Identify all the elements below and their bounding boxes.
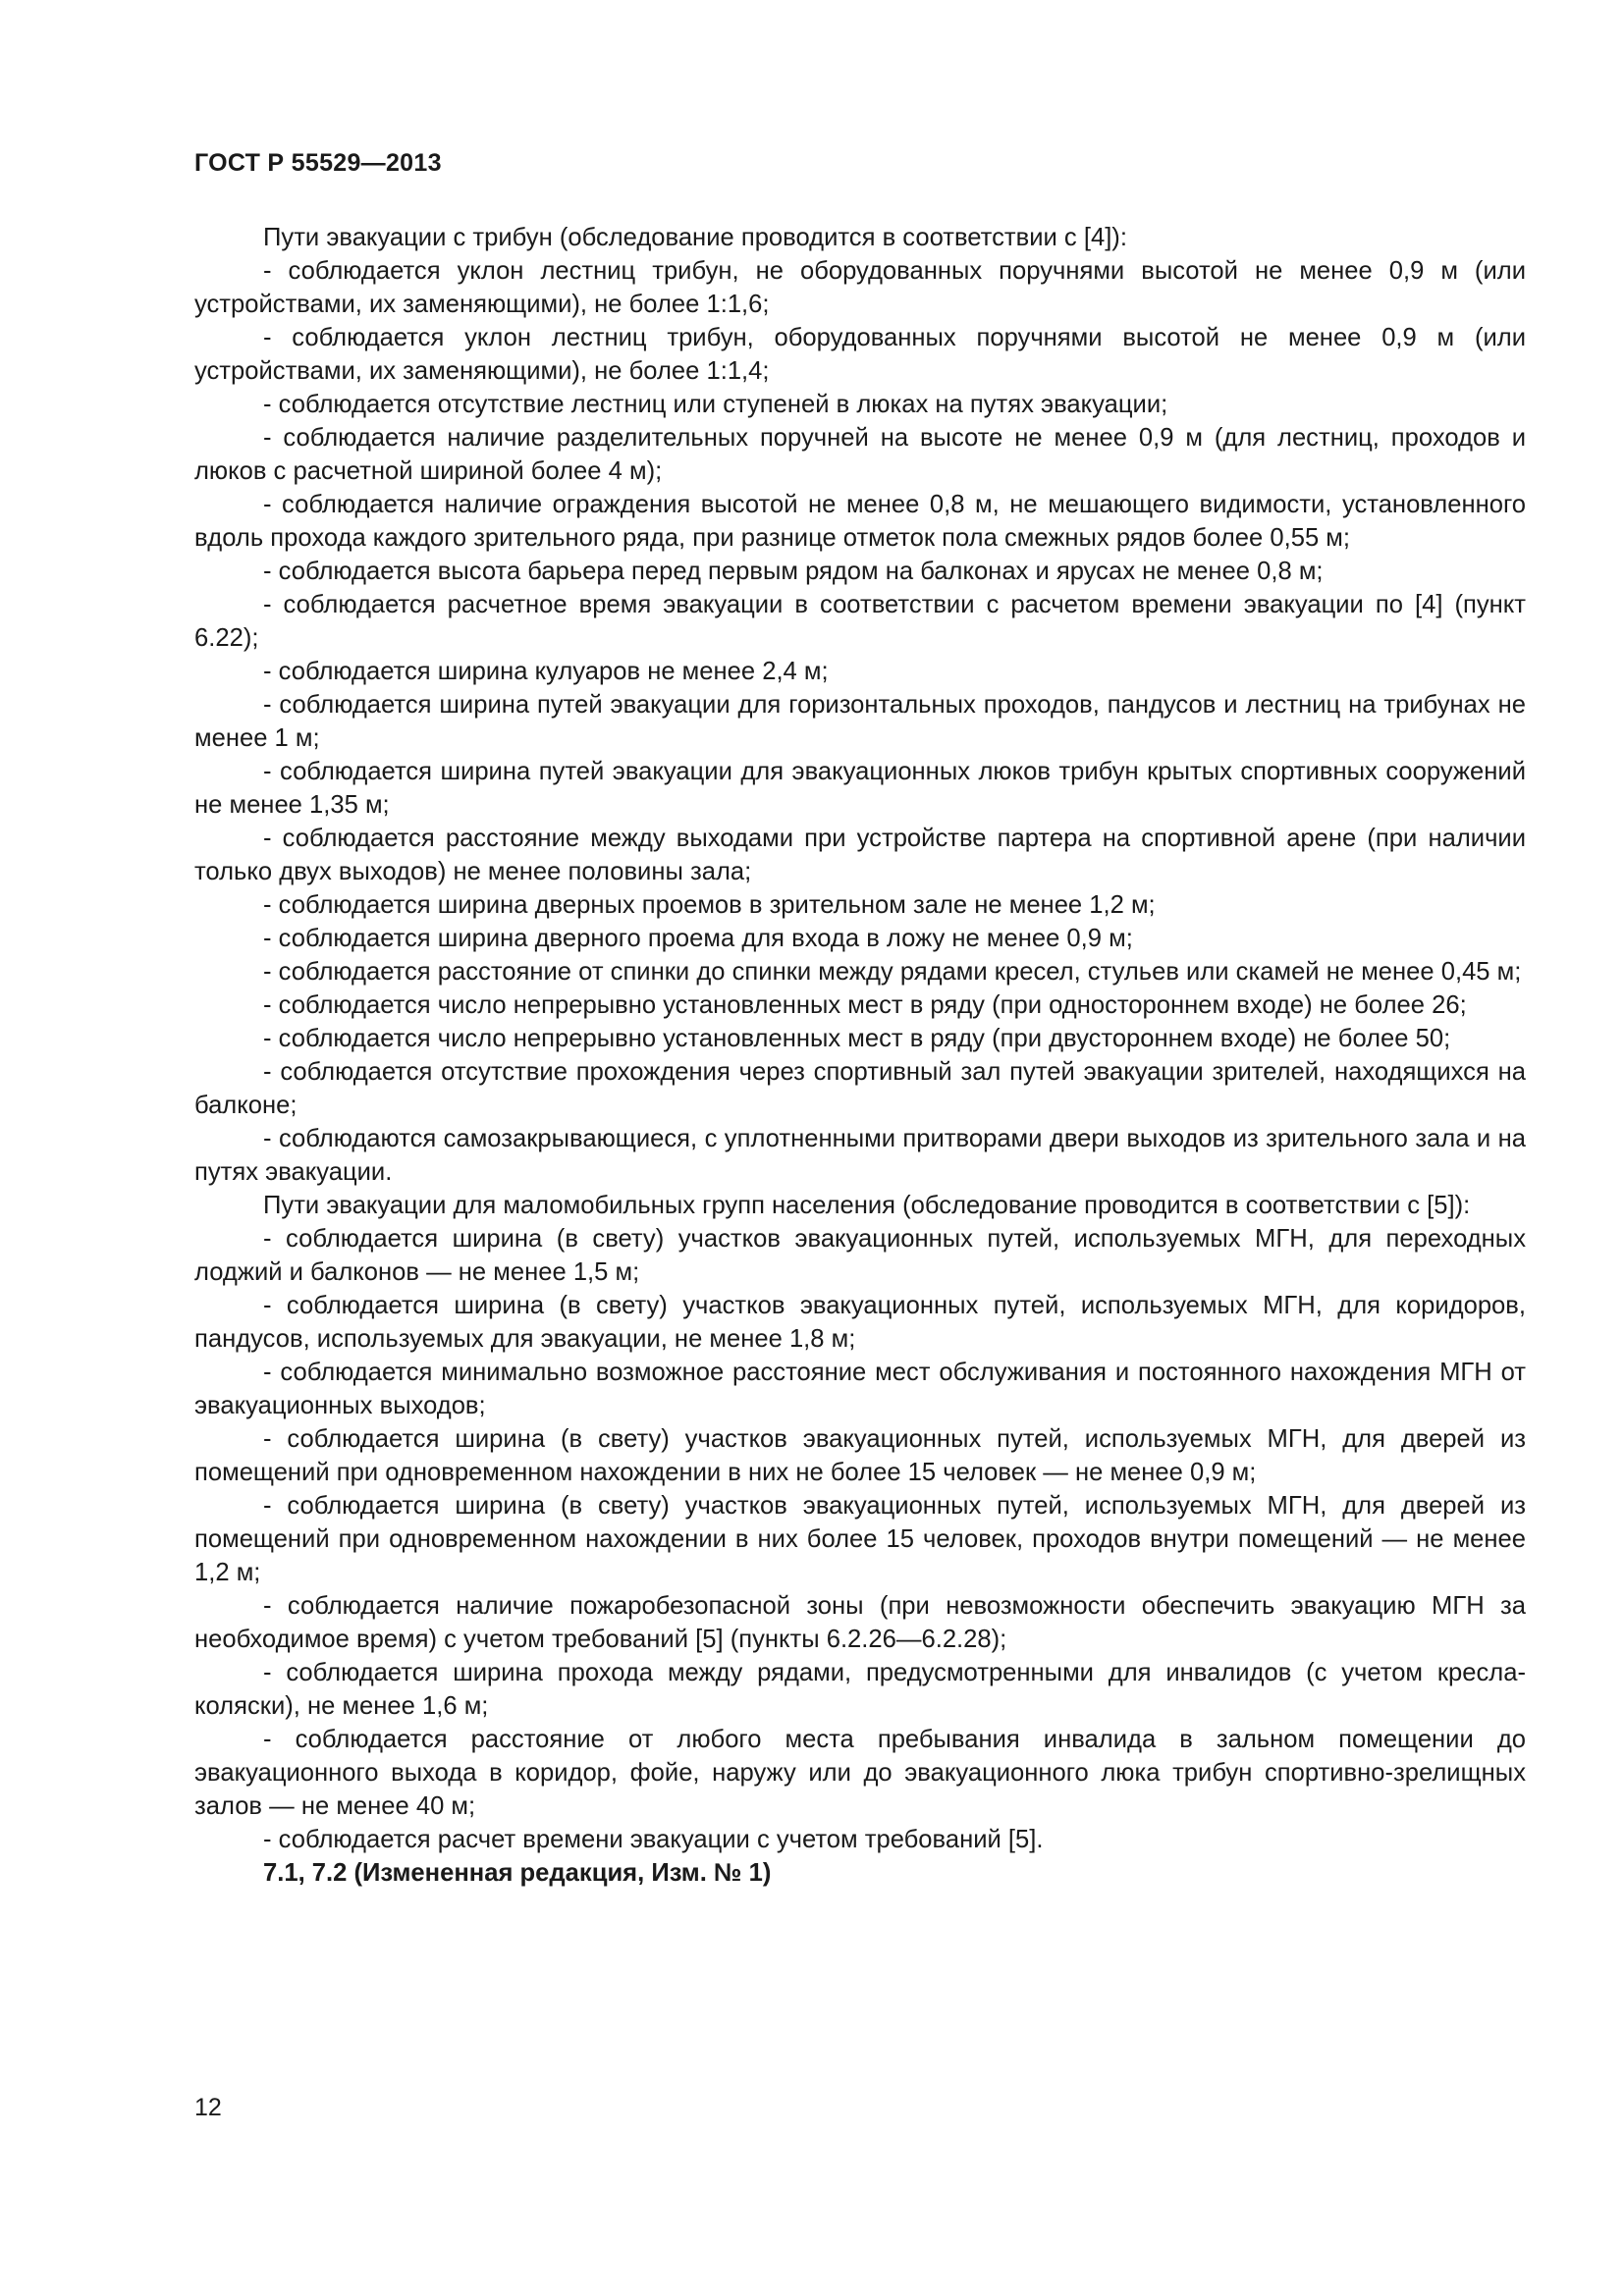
document-paragraph: - соблюдается ширина путей эвакуации для эвакуационных люков трибун крытых спортивных сооружений не менее 1,35 м;	[194, 758, 1526, 819]
document-paragraph: - соблюдается уклон лестниц трибун, оборудованных поручнями высотой не менее 0,9 м (или устройствами, их заменяющими), не более 1:1,4;	[194, 324, 1526, 385]
document-code-header: ГОСТ Р 55529—2013	[194, 149, 442, 177]
document-paragraph: - соблюдается наличие пожаробезопасной зоны (при невозможности обеспечить эвакуацию МГН за необходимое время) с учетом требований [5] (пункты 6.2.26—6.2.28);	[194, 1592, 1526, 1653]
document-paragraph: - соблюдается ширина путей эвакуации для горизонтальных проходов, пандусов и лестниц на трибунах не менее 1 м;	[194, 691, 1526, 752]
document-paragraph: Пути эвакуации для маломобильных групп населения (обследование проводится в соответствии с [5]):	[263, 1192, 1471, 1219]
document-paragraph: - соблюдается ширина прохода между рядами, предусмотренными для инвалидов (с учетом кресла-коляски), не менее 1,6 м;	[194, 1659, 1526, 1720]
document-paragraph: - соблюдается высота барьера перед первым рядом на балконах и ярусах не менее 0,8 м;	[263, 558, 1324, 585]
document-paragraph: - соблюдается число непрерывно установленных мест в ряду (при одностороннем входе) не более 26;	[263, 991, 1467, 1019]
document-paragraph: - соблюдается ширина (в свету) участков эвакуационных путей, используемых МГН, для переходных лоджий и балконов — не менее 1,5 м;	[194, 1225, 1526, 1286]
document-paragraph: - соблюдаются самозакрывающиеся, с уплотненными притворами двери выходов из зрительного зала и на путях эвакуации.	[194, 1125, 1526, 1186]
document-paragraph: - соблюдается минимально возможное расстояние мест обслуживания и постоянного нахождения МГН от эвакуационных выходов;	[194, 1359, 1526, 1419]
document-paragraph: - соблюдается число непрерывно установленных мест в ряду (при двустороннем входе) не более 50;	[263, 1025, 1451, 1052]
document-paragraph: - соблюдается расстояние от спинки до спинки между рядами кресел, стульев или скамей не менее 0,45 м;	[263, 958, 1522, 986]
document-paragraph: - соблюдается ширина дверных проемов в зрительном зале не менее 1,2 м;	[263, 891, 1156, 919]
document-paragraph: Пути эвакуации с трибун (обследование проводится в соответствии с [4]):	[263, 224, 1127, 251]
document-paragraph: - соблюдается расчетное время эвакуации в соответствии с расчетом времени эвакуации по [4] (пункт 6.22);	[194, 591, 1526, 652]
document-paragraph: - соблюдается ширина (в свету) участков эвакуационных путей, используемых МГН, для дверей из помещений при одновременном нахождении в них не более 15 человек — не менее 0,9 м;	[194, 1425, 1526, 1486]
document-paragraph: - соблюдается уклон лестниц трибун, не оборудованных поручнями высотой не менее 0,9 м (или устройствами, их заменяющими), не более 1:1,6;	[194, 257, 1526, 318]
document-paragraph: - соблюдается расчет времени эвакуации с учетом требований [5].	[263, 1826, 1044, 1853]
amendment-note: 7.1, 7.2 (Измененная редакция, Изм. № 1)	[263, 1859, 772, 1887]
document-paragraph: - соблюдается наличие разделительных поручней на высоте не менее 0,9 м (для лестниц, проходов и люков с расчетной шириной более 4 м);	[194, 424, 1526, 485]
document-paragraph: - соблюдается расстояние между выходами при устройстве партера на спортивной арене (при наличии только двух выходов) не менее половины зала;	[194, 825, 1526, 885]
document-paragraph: - соблюдается ширина дверного проема для входа в ложу не менее 0,9 м;	[263, 925, 1133, 952]
document-paragraph: - соблюдается ширина (в свету) участков эвакуационных путей, используемых МГН, для коридоров, пандусов, используемых для эвакуации, не менее 1,8 м;	[194, 1292, 1526, 1353]
document-paragraph: - соблюдается ширина (в свету) участков эвакуационных путей, используемых МГН, для дверей из помещений при одновременном нахождении в них более 15 человек, проходов внутри помещений — не менее 1,2 м;	[194, 1492, 1526, 1586]
document-paragraph: - соблюдается ширина кулуаров не менее 2,4 м;	[263, 658, 829, 685]
document-body	[194, 221, 1526, 1890]
document-paragraph: - соблюдается отсутствие лестниц или ступеней в люках на путях эвакуации;	[263, 391, 1168, 418]
document-paragraph: - соблюдается расстояние от любого места пребывания инвалида в зальном помещении до эвакуационного выхода в коридор, фойе, наружу или до эвакуационного люка трибун спортивно-зрелищных залов — не менее 40 м;	[194, 1726, 1526, 1820]
document-paragraph: - соблюдается наличие ограждения высотой не менее 0,8 м, не мешающего видимости, установленного вдоль прохода каждого зрительного ряда, при разнице отметок пола смежных рядов более 0,55 м;	[194, 491, 1526, 552]
document-paragraph: - соблюдается отсутствие прохождения через спортивный зал путей эвакуации зрителей, находящихся на балконе;	[194, 1058, 1526, 1119]
page-number: 12	[194, 2094, 222, 2121]
